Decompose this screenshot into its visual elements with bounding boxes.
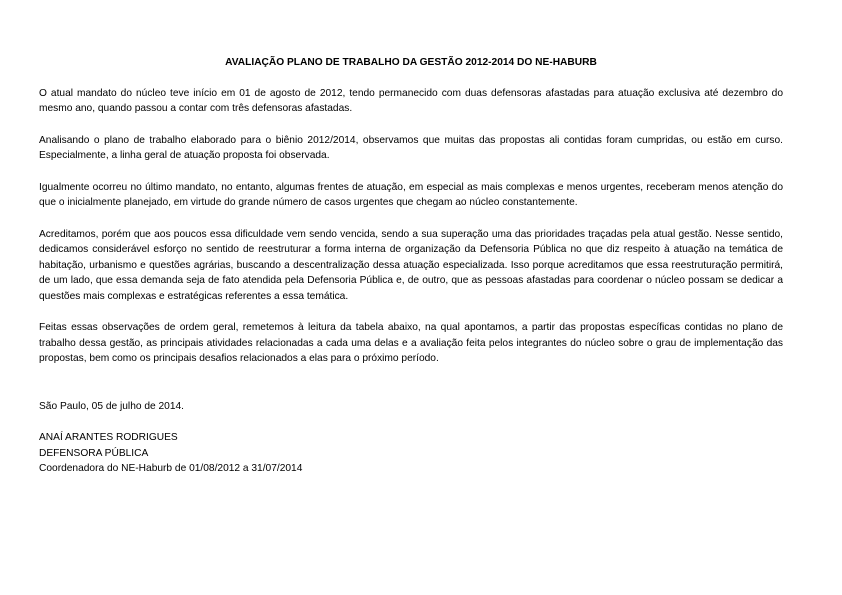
signature-position: Coordenadora do NE-Haburb de 01/08/2012 a 31/07/2014 xyxy=(39,463,303,474)
paragraph-mandate: O atual mandato do núcleo teve início em 01 de agosto de 2012, tendo permanecido com duas defensoras afastadas para atuação exclusiva até dezembro do mesmo ano, quando passou a contar com três defensoras afastadas. xyxy=(39,87,783,114)
blank-spacer xyxy=(39,383,783,399)
signature-block xyxy=(39,430,783,477)
document-title: AVALIAÇÃO PLANO DE TRABALHO DA GESTÃO 2012-2014 DO NE-HABURB xyxy=(225,57,597,68)
document-page xyxy=(39,55,783,477)
signature-name: ANAÍ ARANTES RODRIGUES xyxy=(39,432,178,443)
paragraph-table-reference: Feitas essas observações de ordem geral, remetemos à leitura da tabela abaixo, na qual apontamos, a partir das propostas específicas contidas no plano de trabalho dessa gestão, as principais atividades relacionadas a cada uma delas e a avaliação feita pelos integrantes do núcleo sobre o grau de implementação das propostas, bem como os principais desafios relacionados a elas para o próximo período. xyxy=(39,322,783,364)
paragraph-restructuring: Acreditamos, porém que aos poucos essa dificuldade vem sendo vencida, sendo a sua superação uma das prioridades traçadas pela atual gestão. Nesse sentido, dedicamos considerável esforço no sentido de reestruturar a forma interna de organização da Defensoria Pública no que diz respeito à atuação na temática de habitação, urbanismo e questões agrárias, buscando a descentralização dessa atuação especializada. Isso porque acreditamos que essa reestruturação permitirá, de um lado, que essa demanda seja de fato atendida pela Defensoria Pública e, de outro, que as pessoas afastadas para coordenar o núcleo possam se dedicar a questões mais complexas e estratégicas referentes a essa temática. xyxy=(39,228,783,302)
date-line: São Paulo, 05 de julho de 2014. xyxy=(39,400,185,412)
signature-role: DEFENSORA PÚBLICA xyxy=(39,447,149,459)
paragraph-work-plan: Analisando o plano de trabalho elaborado para o biênio 2012/2014, observamos que muitas das propostas ali contidas foram cumpridas, ou estão em curso. Especialmente, a linha geral de atuação proposta foi observada. xyxy=(39,134,783,161)
paragraph-last-mandate: Igualmente ocorreu no último mandato, no entanto, algumas frentes de atuação, em especial as mais complexas e menos urgentes, receberam menos atenção do que o inicialmente planejado, em virtude do grande número de casos urgentes que chegam ao núcleo constantemente. xyxy=(39,181,783,208)
